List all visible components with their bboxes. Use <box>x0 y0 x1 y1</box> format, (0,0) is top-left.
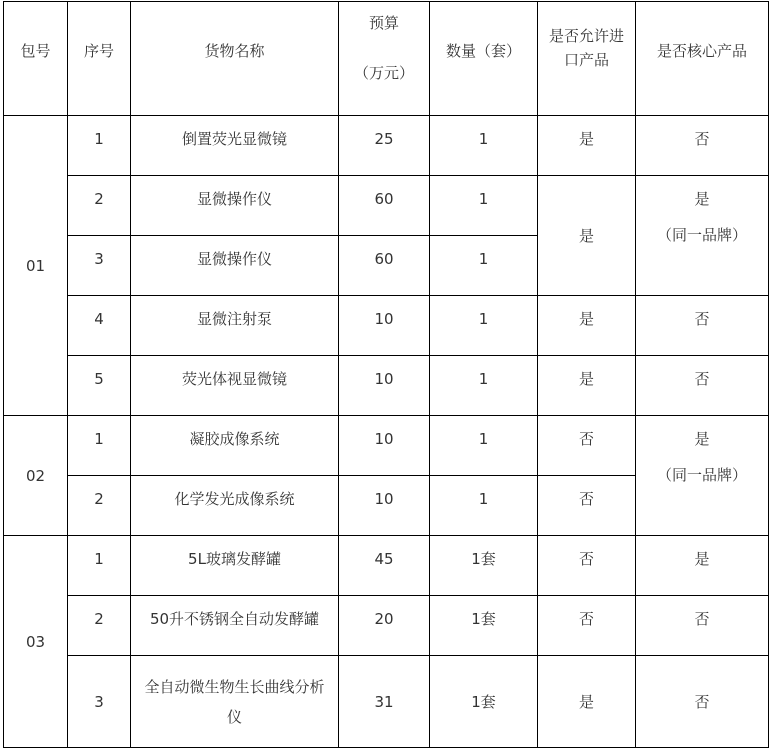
header-import-line2: 口产品 <box>563 51 609 69</box>
header-core: 是否核心产品 <box>636 2 769 116</box>
table-row <box>4 596 769 656</box>
row-name: 凝胶成像系统 <box>131 416 339 476</box>
header-budget <box>339 2 430 116</box>
row-import: 否 <box>538 416 636 476</box>
row-budget: 25 <box>339 116 430 176</box>
table-row <box>4 116 769 176</box>
row-seq: 1 <box>68 116 131 176</box>
row-qty: 1 <box>430 236 538 296</box>
row-budget: 10 <box>339 296 430 356</box>
table-row <box>4 656 769 748</box>
table-row <box>4 296 769 356</box>
row-budget: 31 <box>339 656 430 748</box>
row-import: 是 <box>538 656 636 748</box>
header-budget-line1: 预算 <box>368 14 399 32</box>
package-id-01: 01 <box>4 116 68 416</box>
header-import-line1: 是否允许进 <box>548 27 624 45</box>
header-package: 包号 <box>4 2 68 116</box>
row-import: 是 <box>538 296 636 356</box>
core-merged-line1: 是 <box>694 190 710 208</box>
row-name-line2: 仪 <box>226 707 242 726</box>
row-qty: 1套 <box>430 656 538 748</box>
row-qty: 1 <box>430 116 538 176</box>
row-seq: 4 <box>68 296 131 356</box>
row-budget: 10 <box>339 356 430 416</box>
row-name: 50升不锈钢全自动发酵罐 <box>131 596 339 656</box>
row-name: 显微操作仪 <box>131 176 339 236</box>
package-id-02: 02 <box>4 416 68 536</box>
row-qty: 1 <box>430 176 538 236</box>
row-qty: 1 <box>430 416 538 476</box>
row-import: 是 <box>538 356 636 416</box>
table-row <box>4 536 769 596</box>
row-seq: 2 <box>68 176 131 236</box>
core-merged-line2: （同一品牌） <box>656 466 747 484</box>
table-row <box>4 356 769 416</box>
row-core: 否 <box>636 596 769 656</box>
row-seq: 2 <box>68 596 131 656</box>
row-budget: 10 <box>339 416 430 476</box>
row-qty: 1 <box>430 476 538 536</box>
row-name: 荧光体视显微镜 <box>131 356 339 416</box>
core-merged-line2: （同一品牌） <box>656 226 747 244</box>
row-seq: 3 <box>68 236 131 296</box>
row-core: 否 <box>636 116 769 176</box>
core-merged-line1: 是 <box>694 430 710 448</box>
row-qty: 1套 <box>430 596 538 656</box>
row-name: 化学发光成像系统 <box>131 476 339 536</box>
row-seq: 2 <box>68 476 131 536</box>
row-import-merged: 是 <box>538 176 636 296</box>
row-core: 是 <box>636 536 769 596</box>
row-name-line1: 全自动微生物生长曲线分析 <box>144 677 325 696</box>
row-import: 是 <box>538 116 636 176</box>
header-name: 货物名称 <box>131 2 339 116</box>
row-name: 5L玻璃发酵罐 <box>131 536 339 596</box>
row-seq: 1 <box>68 536 131 596</box>
table-row <box>4 176 769 236</box>
row-name <box>131 656 339 748</box>
row-budget: 20 <box>339 596 430 656</box>
row-core: 否 <box>636 296 769 356</box>
table-row <box>4 416 769 476</box>
header-budget-line2: （万元） <box>353 64 414 82</box>
row-import: 否 <box>538 596 636 656</box>
row-core: 否 <box>636 656 769 748</box>
procurement-table <box>3 1 769 748</box>
row-core: 否 <box>636 356 769 416</box>
row-import: 否 <box>538 476 636 536</box>
header-seq: 序号 <box>68 2 131 116</box>
package-id-03: 03 <box>4 536 68 748</box>
row-name: 显微注射泵 <box>131 296 339 356</box>
row-qty: 1 <box>430 356 538 416</box>
row-core-merged <box>636 416 769 536</box>
row-seq: 5 <box>68 356 131 416</box>
row-qty: 1 <box>430 296 538 356</box>
row-qty: 1套 <box>430 536 538 596</box>
row-seq: 1 <box>68 416 131 476</box>
header-import <box>538 2 636 116</box>
row-core-merged <box>636 176 769 296</box>
row-budget: 10 <box>339 476 430 536</box>
row-name: 显微操作仪 <box>131 236 339 296</box>
row-name: 倒置荧光显微镜 <box>131 116 339 176</box>
row-budget: 60 <box>339 176 430 236</box>
row-import: 否 <box>538 536 636 596</box>
row-budget: 60 <box>339 236 430 296</box>
row-budget: 45 <box>339 536 430 596</box>
table-header-row <box>4 2 769 116</box>
row-seq: 3 <box>68 656 131 748</box>
header-qty: 数量（套） <box>430 2 538 116</box>
